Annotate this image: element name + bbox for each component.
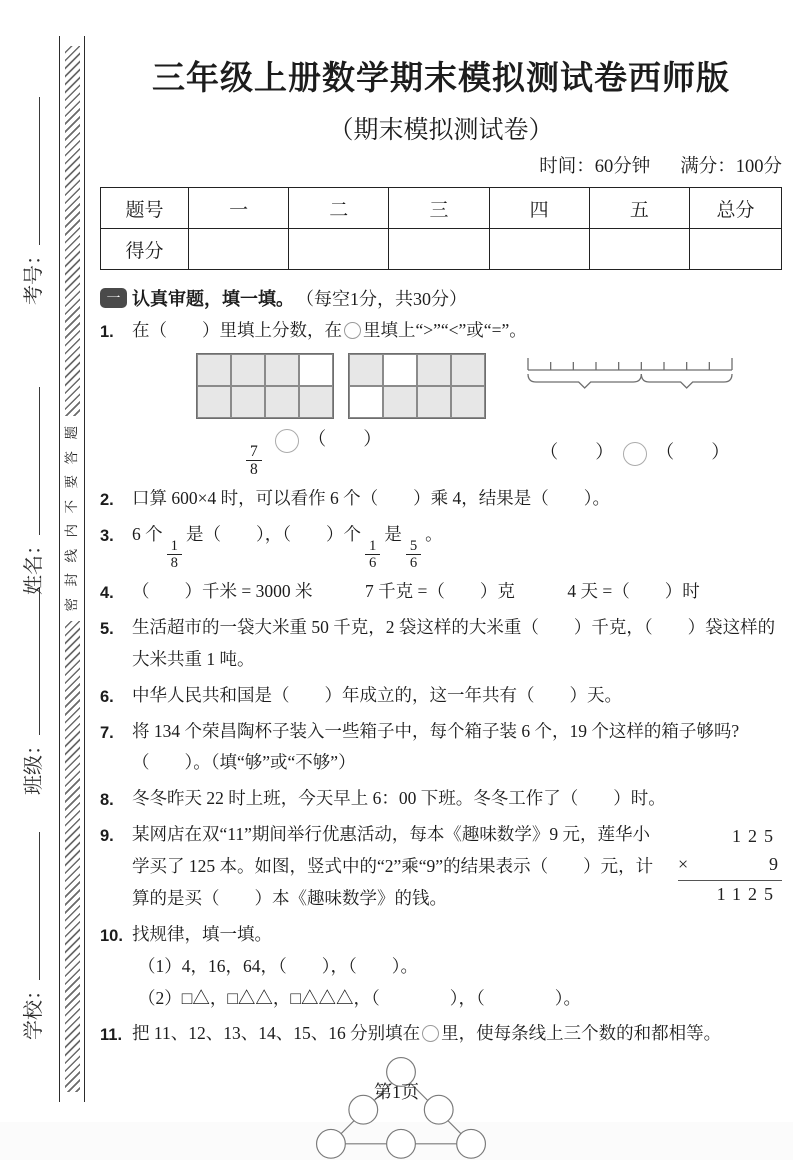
question-4-number: 4. [100, 583, 114, 602]
empty-cell [383, 354, 417, 386]
score-empty-cell [289, 229, 389, 270]
question-5 [100, 612, 782, 676]
shaded-cell [197, 386, 231, 418]
question-9 [100, 819, 782, 915]
score-header-cell: 四 [489, 188, 589, 229]
shaded-cell [299, 386, 333, 418]
seal-text-char: 内 [64, 524, 80, 538]
question-1-text [132, 315, 782, 347]
question-10 [100, 919, 782, 1015]
question-7 [100, 716, 782, 780]
triangle-puzzle-figure [100, 1054, 782, 1160]
page-number: 第1页 [374, 1082, 419, 1102]
question-8 [100, 783, 782, 815]
empty-cell [299, 354, 333, 386]
shaded-cell [197, 354, 231, 386]
hatch-pattern-bottom [65, 621, 80, 1092]
question-8-text: 冬冬昨天 22 时上班，今天早上 6：00 下班。冬冬工作了（ ）时。 [132, 788, 666, 809]
puzzle-circle [317, 1130, 346, 1159]
fraction-5-6: $\frac{5}{6}$ [406, 538, 421, 572]
school-field [17, 832, 46, 1040]
question-4-text: （ ）千米 = 3000 米 7 千克 =（ ）克 4 天 =（ ）时 [132, 580, 700, 601]
multiplier: 9 [769, 854, 778, 875]
seal-text-char: 线 [64, 548, 80, 562]
question-6-number: 6. [100, 687, 114, 706]
puzzle-circle [457, 1130, 486, 1159]
question-10-sub2: （2）□△，□△△，□△△△，（ ），（ ）。 [138, 987, 581, 1008]
question-1-text-before: 在（ ）里填上分数，在 [132, 320, 342, 340]
vertical-multiplication-figure [678, 823, 782, 915]
answer-blank: （ ） [539, 442, 614, 463]
question-2-number: 2. [100, 490, 114, 509]
seal-text-char: 密 [64, 597, 80, 611]
puzzle-circle [387, 1130, 416, 1159]
class-field [17, 587, 46, 795]
exam-number-label: 考号： [23, 245, 45, 305]
score-header-cell: 题号 [101, 188, 189, 229]
shaded-cell [417, 386, 451, 418]
compare-circle-icon [344, 322, 361, 339]
score-table-score-row [101, 229, 782, 270]
name-field [17, 387, 46, 595]
score-empty-cell [690, 229, 782, 270]
class-label: 班级： [23, 735, 45, 795]
section-1-header [100, 285, 782, 311]
number-line-figure [524, 355, 738, 395]
question-9-number: 9. [100, 827, 114, 846]
question-1-figure [196, 353, 782, 419]
question-11-number: 11. [100, 1026, 123, 1045]
section-1-note: （每空1分，共30分） [296, 289, 467, 309]
question-11 [100, 1018, 782, 1050]
question-2 [100, 483, 782, 515]
exam-title: 三年级上册数学期末模拟测试卷西师版 [152, 61, 730, 97]
compare-circle-icon [623, 442, 647, 466]
score-empty-cell [589, 229, 689, 270]
answer-blank: （ ） [307, 430, 382, 451]
shaded-cell [451, 354, 485, 386]
time-limit: 时间：60分钟 [539, 157, 651, 177]
question-7-text: 将 134 个荣昌陶杯子装入一些箱子中，每个箱子装 6 个，19 个这样的箱子够吗?（ ）。（填“够”或“不够”） [132, 720, 740, 773]
question-10-body [132, 919, 782, 1015]
question-11-text [132, 1018, 782, 1050]
question-1-text-after: 里填上“>”“<”或“=”。 [363, 320, 527, 340]
question-3 [100, 519, 782, 572]
question-3-number: 3. [100, 526, 114, 545]
question-8-number: 8. [100, 791, 114, 810]
shaded-cell [265, 386, 299, 418]
margin-student-fields [13, 43, 53, 1093]
score-table-header-row [101, 188, 782, 229]
question-5-number: 5. [100, 619, 114, 638]
seal-text-char: 答 [64, 450, 80, 464]
question-10-text: 找规律，填一填。 [132, 923, 272, 944]
question-1 [100, 315, 782, 347]
question-3-text: 6 个 $\frac{1}{8}$ 是（ ），（ ）个 $\frac{1}{6}$ 是 $\frac{5}{6}$ 。 [132, 523, 443, 572]
question-10-number: 10. [100, 926, 123, 945]
fraction-1-6: $\frac{1}{6}$ [365, 538, 380, 572]
question-9-text: 某网店在双“11”期间举行优惠活动，每本《趣味数学》9 元，莲华小学买了 125 本。如图，竖式中的“2”乘“9”的结果表示（ ）元，计算的是买（ ）本《趣味数学》的钱。 [132, 824, 654, 909]
fraction-1-8: $\frac{1}{8}$ [167, 538, 182, 572]
question-7-number: 7. [100, 723, 114, 742]
shaded-cell [417, 354, 451, 386]
score-row-label: 得分 [101, 229, 189, 270]
question-10-sub1: （1）4，16，64，（ ），（ ）。 [138, 955, 418, 976]
shaded-cell [265, 354, 299, 386]
fraction-grid-1 [196, 353, 334, 419]
shaded-cell [383, 386, 417, 418]
fill-circle-icon [422, 1025, 439, 1042]
question-6 [100, 680, 782, 712]
score-empty-cell [489, 229, 589, 270]
shaded-cell [231, 354, 265, 386]
seal-text-char: 封 [64, 573, 80, 587]
compare-circle-icon [275, 429, 299, 453]
name-blank-line [19, 387, 40, 535]
hatch-pattern-top [65, 46, 80, 416]
product: 1125 [716, 884, 780, 905]
empty-cell [349, 386, 383, 418]
school-blank-line [19, 832, 40, 980]
question-5-text: 生活超市的一袋大米重 50 千克，2 袋这样的大米重（ ）千克，（ ）袋这样的大米共重 1 吨。 [132, 616, 776, 669]
score-header-cell: 五 [589, 188, 689, 229]
class-blank-line [19, 587, 40, 735]
seal-warning-text [65, 416, 79, 621]
question-1-compare-row [242, 425, 782, 479]
seal-text-char: 要 [64, 475, 80, 489]
score-header-cell: 总分 [690, 188, 782, 229]
score-table [100, 187, 782, 270]
shaded-cell [231, 386, 265, 418]
question-9-body [132, 819, 782, 915]
exam-content [100, 52, 782, 1160]
score-empty-cell [189, 229, 289, 270]
exam-meta [100, 152, 782, 178]
school-label: 学校： [23, 980, 45, 1040]
multiply-sign: × [678, 854, 689, 875]
section-1-title: 认真审题，填一填。 [132, 289, 294, 309]
exam-number-field [17, 97, 46, 305]
question-2-text: 口算 600×4 时，可以看作 6 个（ ）乘 4，结果是（ ）。 [132, 487, 610, 508]
shaded-cell [349, 354, 383, 386]
question-11-text-after: 里，使每条线上三个数的和都相等。 [441, 1023, 722, 1044]
score-header-cell: 三 [389, 188, 489, 229]
score-empty-cell [389, 229, 489, 270]
answer-blank: （ ） [655, 442, 730, 463]
question-1-number: 1. [100, 323, 114, 341]
fraction-7-8: $\frac{7}{8}$ [246, 443, 262, 479]
full-score: 满分：100分 [680, 157, 782, 177]
question-11-text-before: 把 11、12、13、14、15、16 分别填在 [132, 1023, 421, 1044]
score-header-cell: 一 [189, 188, 289, 229]
multiplicand: 125 [732, 826, 780, 847]
score-header-cell: 二 [289, 188, 389, 229]
exam-number-blank-line [19, 97, 40, 245]
fraction-grid-2 [348, 353, 486, 419]
sealing-strip [59, 36, 85, 1102]
shaded-cell [451, 386, 485, 418]
compare-left [242, 425, 382, 479]
seal-text-char: 题 [64, 426, 80, 440]
name-label: 姓名： [23, 535, 45, 595]
seal-text-char: 不 [64, 499, 80, 513]
exam-subtitle: （期末模拟测试卷） [328, 117, 554, 144]
multiplier-row [678, 851, 782, 881]
section-1-badge: 一 [100, 288, 127, 308]
question-6-text: 中华人民共和国是（ ）年成立的，这一年共有（ ）天。 [132, 684, 622, 705]
question-4 [100, 576, 782, 608]
compare-right [540, 438, 730, 466]
